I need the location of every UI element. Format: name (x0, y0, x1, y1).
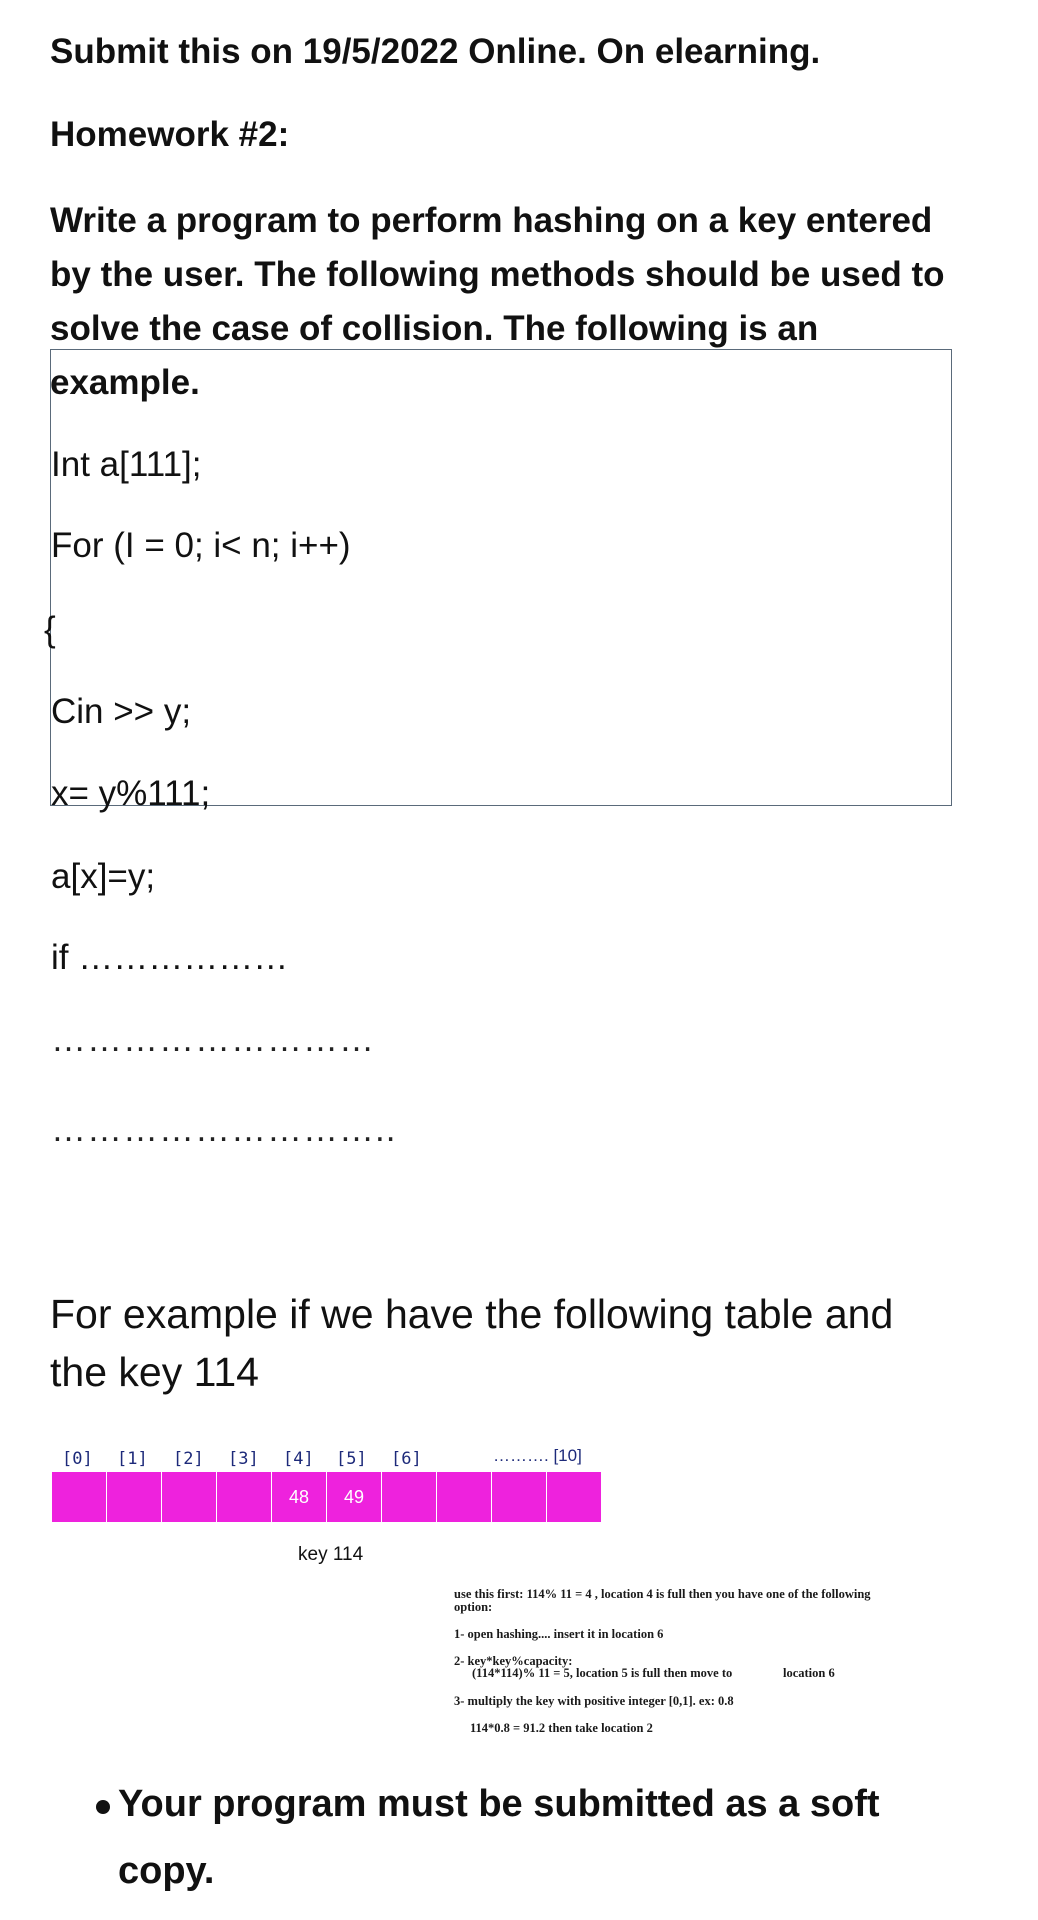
index-label: [5] (336, 1449, 367, 1469)
index-label: [1] (117, 1449, 148, 1469)
table-cell (217, 1472, 272, 1522)
task-description: Write a program to perform hashing on a key entered by the user. The following methods should be used to solve the case of collision. The following is an example. (50, 201, 945, 402)
table-cell (492, 1472, 547, 1522)
index-label: [6] (391, 1449, 422, 1469)
code-line-6: a[x]=y; (51, 857, 156, 896)
note-line-1: use this first: 114% 11 = 4 , location 4 is full then you have one of the following (454, 1587, 871, 1601)
table-cell (52, 1472, 107, 1522)
index-label: [2] (173, 1449, 204, 1469)
submit-instruction: Submit this on 19/5/2022 Online. On elearning. (50, 32, 821, 71)
index-label: [4] (283, 1449, 314, 1469)
table-cell (547, 1472, 602, 1522)
bullet-icon (96, 1800, 110, 1814)
hash-table (52, 1472, 602, 1522)
last-index-label: ………. [10] (493, 1446, 582, 1465)
key-label: key 114 (298, 1544, 364, 1565)
code-line-2: For (I = 0; i< n; i++) (51, 526, 351, 565)
homework-title: Homework #2: (50, 115, 290, 154)
note-line-5: 3- multiply the key with positive integer [0,1]. ex: 0.8 (454, 1694, 734, 1708)
bullet-text-line-1: Your program must be submitted as a soft (118, 1783, 880, 1825)
table-cell: 48 (272, 1472, 327, 1522)
note-line-3: 2- key*key%capacity: (454, 1654, 573, 1668)
note-line-4b: location 6 (783, 1666, 835, 1680)
table-cell (107, 1472, 162, 1522)
note-line-2: 1- open hashing.... insert it in location 6 (454, 1627, 664, 1641)
code-line-8: ……………………… (51, 1020, 375, 1059)
code-line-9: ……………………….. (51, 1110, 397, 1149)
note-line-4a: (114*114)% 11 = 5, location 5 is full then move to (472, 1666, 733, 1680)
example-text: For example if we have the following table and the key 114 (50, 1291, 894, 1395)
code-line-1: Int a[111]; (51, 445, 202, 484)
index-label: [0] (62, 1449, 93, 1469)
note-line-6: 114*0.8 = 91.2 then take location 2 (470, 1721, 653, 1735)
code-line-5: x= y%111; (51, 774, 211, 813)
table-cell: 49 (327, 1472, 382, 1522)
index-label: [3] (228, 1449, 259, 1469)
code-line-7: if ……………… (51, 938, 289, 977)
bullet-text-line-2: copy. (118, 1850, 215, 1892)
code-box (50, 349, 952, 806)
note-line-1b: option: (454, 1600, 493, 1614)
table-cell (162, 1472, 217, 1522)
table-cell (382, 1472, 437, 1522)
table-cell (437, 1472, 492, 1522)
code-line-4: Cin >> y; (51, 692, 192, 731)
code-line-3: { (44, 610, 56, 649)
